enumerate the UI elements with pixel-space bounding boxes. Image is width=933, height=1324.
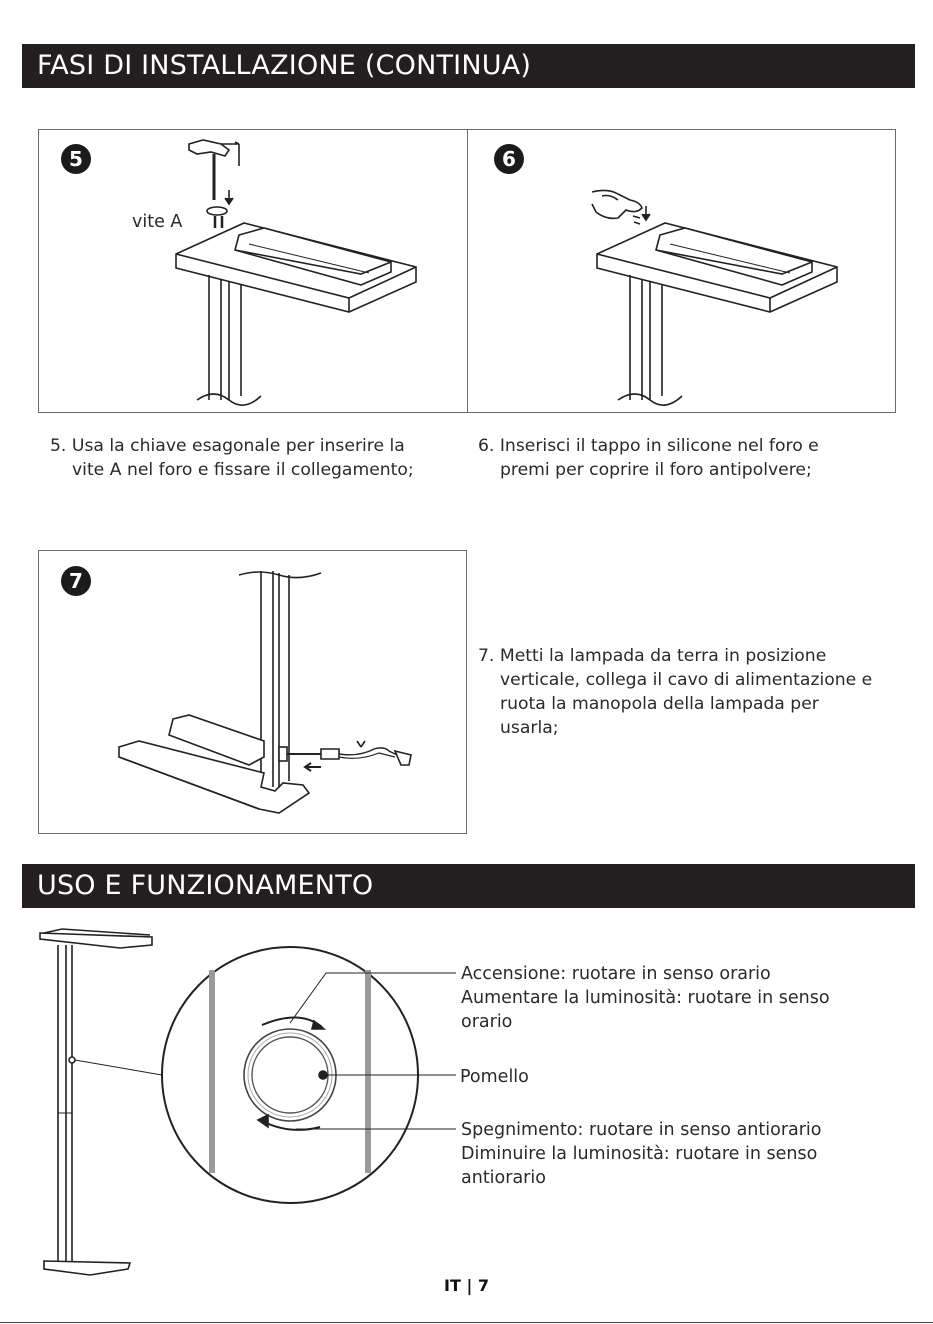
knob-label: Pomello bbox=[460, 1067, 529, 1087]
step-5-illustration bbox=[39, 130, 469, 414]
usage-title: USO E FUNZIONAMENTO bbox=[37, 870, 374, 901]
step-5-text: 5. Usa la chiave esagonale per inserire la vite A nel foro e fissare il collegamento; bbox=[50, 436, 414, 480]
step-7-text: 7. Metti la lampada da terra in posizione verticale, collega il cavo di alimentazione e ruota la manopola della lampada per usarla; bbox=[478, 646, 873, 738]
step-5-panel bbox=[38, 129, 468, 413]
screw-a-label: vite A bbox=[132, 212, 183, 232]
off-instruction-line2: Diminuire la luminosità: ruotare in senso bbox=[461, 1144, 818, 1164]
step-6-illustration bbox=[468, 130, 897, 414]
install-steps-title: FASI DI INSTALLAZIONE (CONTINUA) bbox=[37, 50, 532, 81]
step-6-badge: 6 bbox=[494, 144, 524, 174]
step-7-illustration bbox=[39, 551, 468, 835]
on-instruction-line3: orario bbox=[461, 1012, 513, 1032]
step-6-text: 6. Inserisci il tappo in silicone nel foro e premi per coprire il foro antipolvere; bbox=[478, 436, 819, 480]
step-7-badge: 7 bbox=[61, 566, 91, 596]
step-5-badge: 5 bbox=[61, 144, 91, 174]
off-instruction-line3: antiorario bbox=[461, 1168, 546, 1188]
page-number: IT | 7 bbox=[444, 1276, 489, 1295]
step-7-panel bbox=[38, 550, 467, 834]
usage-header bbox=[22, 864, 915, 908]
off-instruction-line1: Spegnimento: ruotare in senso antiorario bbox=[461, 1120, 822, 1140]
step-6-panel bbox=[467, 129, 896, 413]
on-instruction-line1: Accensione: ruotare in senso orario bbox=[461, 964, 771, 984]
on-instruction-line2: Aumentare la luminosità: ruotare in senso bbox=[461, 988, 830, 1008]
install-steps-header bbox=[22, 44, 915, 88]
bottom-rule bbox=[0, 1322, 933, 1323]
